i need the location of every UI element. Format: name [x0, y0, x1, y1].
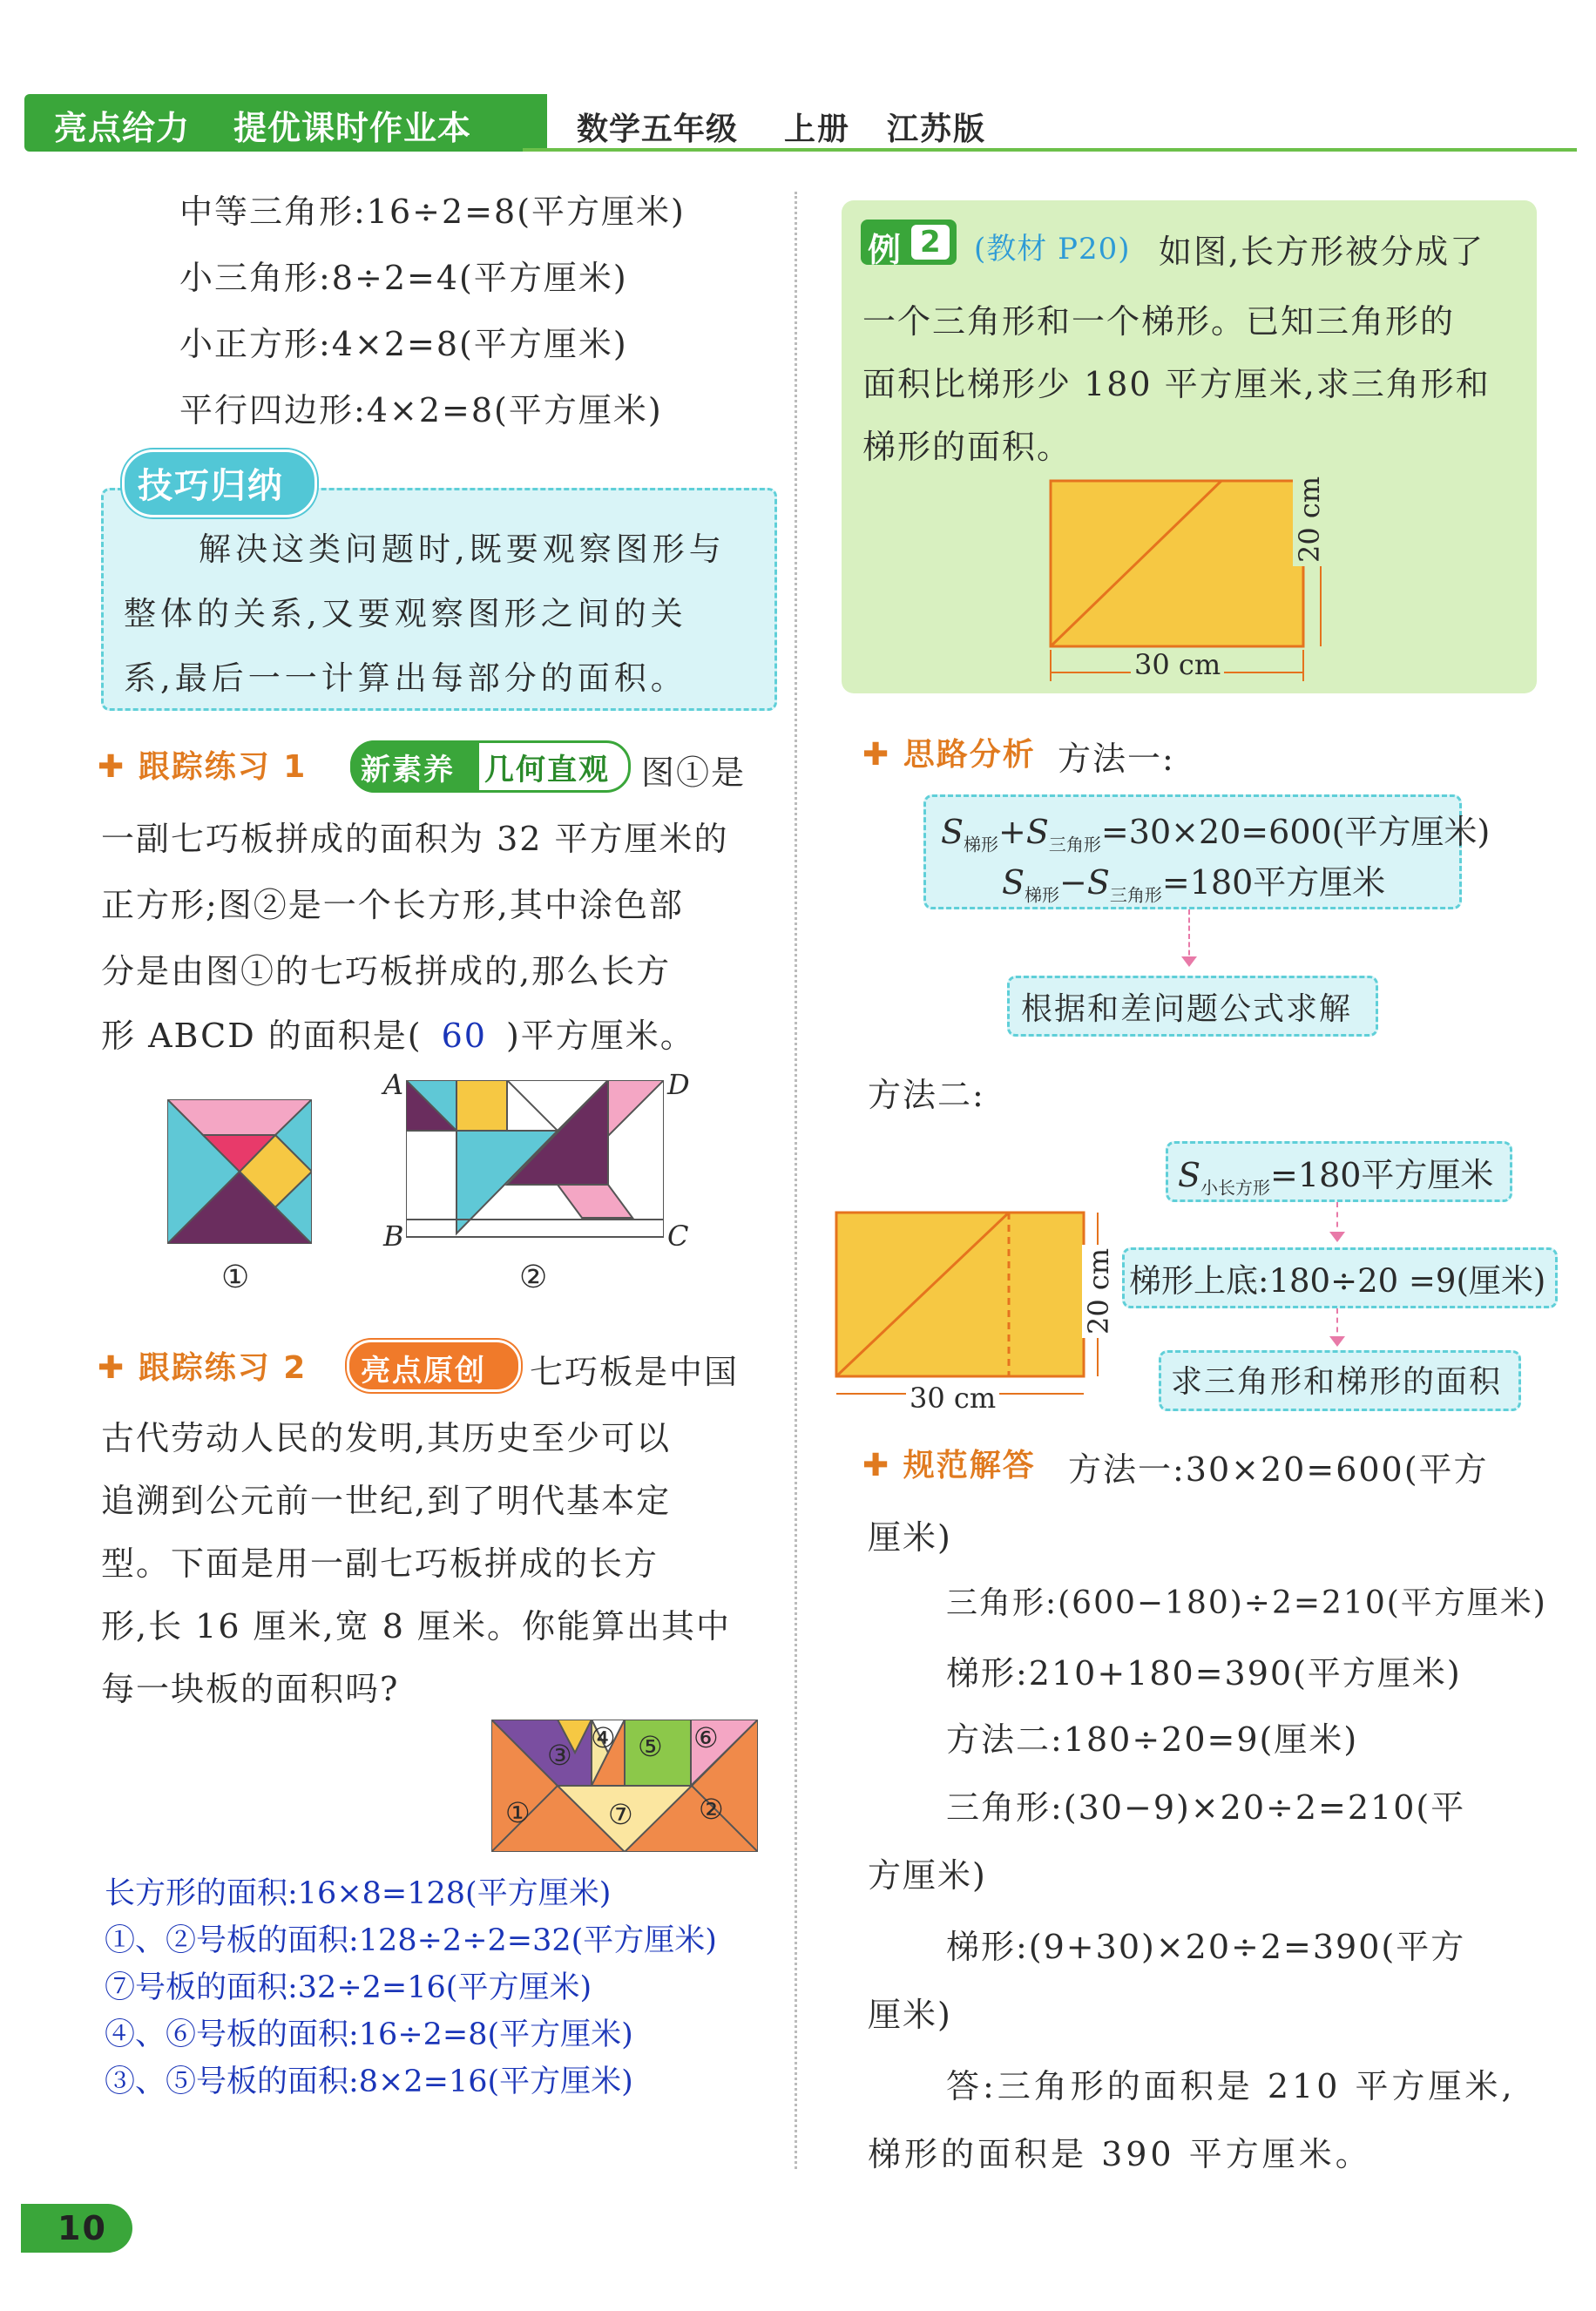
eq1-sub1: 梯形 — [964, 834, 999, 855]
solution-line-11: 梯形的面积是 390 平方厘米。 — [868, 2135, 1372, 2173]
ex1-tag-a: 新素养 — [361, 753, 455, 787]
ex2-line-3: 追溯到公元前一世纪,到了明代基本定 — [101, 1482, 672, 1520]
solution-line-8: 梯形:(9+30)×20÷2=390(平方 — [946, 1928, 1466, 1966]
example-line-4: 梯形的面积。 — [862, 428, 1072, 466]
tip-title: 技巧归纳 — [138, 466, 284, 506]
ex2-line-5: 形,长 16 厘米,宽 8 厘米。你能算出其中 — [101, 1607, 732, 1645]
eq1-rest: =30×20=600(平方厘米) — [1100, 813, 1491, 851]
example-badge-char: 例 — [868, 231, 903, 269]
corner-b-label: B — [383, 1220, 406, 1253]
example-badge-num: 2 — [920, 225, 943, 260]
solution-plus-icon: ✚ — [862, 1448, 903, 1483]
ex2-answer-1: 长方形的面积:16×8=128(平方厘米) — [105, 1876, 612, 1911]
tip-line-2: 整体的关系,又要观察图形之间的关 — [124, 595, 687, 632]
ex1-line-2: 一副七巧板拼成的面积为 32 平方厘米的 — [101, 820, 729, 858]
example-line-2: 一个三角形和一个梯形。已知三角形的 — [862, 302, 1456, 341]
tip-line-3: 系,最后一一计算出每部分的面积。 — [124, 659, 687, 697]
header-band-arrow — [488, 94, 523, 152]
ex2-tag-text: 亮点原创 — [361, 1354, 486, 1389]
ex1-tag-b: 几何直观 — [484, 753, 610, 787]
ex2-answer-5: ③、⑤号板的面积:8×2=16(平方厘米) — [105, 2064, 633, 2099]
analysis-label — [862, 730, 1036, 774]
area-line-2: 小三角形:8÷2=4(平方厘米) — [179, 259, 628, 297]
method2-dim-w: 30 cm — [906, 1382, 999, 1415]
eq2-sub1: 梯形 — [1025, 884, 1060, 906]
eq2-s: S — [1002, 863, 1025, 902]
flow-arrowhead-1 — [1181, 956, 1197, 967]
ex1-line-1: 图①是 — [641, 753, 747, 792]
ex1-figure-2 — [406, 1080, 664, 1246]
ex2-line-4: 型。下面是用一副七巧板拼成的长方 — [101, 1544, 659, 1583]
piece-label-2: ② — [699, 1793, 726, 1826]
tangram-piece — [456, 1080, 507, 1131]
tip-line-1: 解决这类问题时,既要观察图形与 — [199, 530, 726, 568]
corner-a-label: A — [383, 1068, 406, 1101]
corner-c-label: C — [667, 1220, 691, 1253]
ex2-answer-3: ⑦号板的面积:32÷2=16(平方厘米) — [105, 1970, 592, 2005]
example-line-3: 面积比梯形少 180 平方厘米,求三角形和 — [862, 365, 1491, 403]
method2-step-3: 求三角形和梯形的面积 — [1171, 1364, 1503, 1400]
method2-eq — [1178, 1148, 1493, 1199]
ex2-label — [98, 1343, 307, 1388]
method2-figure — [831, 1209, 1110, 1409]
flow-arrow-1 — [1188, 909, 1190, 963]
ex1-fig2-caption: ② — [519, 1260, 550, 1295]
ex1-label-text: 跟踪练习 1 — [138, 749, 308, 785]
solution-line-5: 方法二:180÷20=9(厘米) — [946, 1720, 1359, 1759]
solution-line-6: 三角形:(30−9)×20÷2=210(平 — [946, 1788, 1466, 1827]
flow-arrowhead-3 — [1329, 1336, 1345, 1347]
analysis-plus-icon: ✚ — [862, 737, 903, 773]
ex1-line-4: 分是由图①的七巧板拼成的,那么长方 — [101, 952, 672, 990]
m2-sub: 小长方形 — [1200, 1177, 1271, 1199]
corner-d-label: D — [667, 1068, 692, 1101]
area-line-3: 小正方形:4×2=8(平方厘米) — [179, 325, 628, 363]
eq2-rest: =180平方厘米 — [1161, 863, 1386, 902]
analysis-label-text: 思路分析 — [903, 737, 1036, 773]
m2-s: S — [1178, 1156, 1201, 1194]
piece-label-4: ④ — [591, 1721, 618, 1754]
solution-line-1: 方法一:30×20=600(平方 — [1068, 1450, 1489, 1489]
ex1-line-5 — [101, 1009, 695, 1057]
solution-label-text: 规范解答 — [903, 1448, 1036, 1483]
example-dim-w: 30 cm — [1131, 648, 1224, 681]
ex1-label — [98, 742, 307, 787]
method2-rectangle — [836, 1213, 1084, 1376]
example-line-1: 如图,长方形被分成了 — [1159, 233, 1485, 271]
eq2-sub2: 三角形 — [1109, 884, 1162, 906]
ex2-plus-icon: ✚ — [98, 1350, 139, 1386]
piece-label-6: ⑥ — [693, 1721, 720, 1754]
solution-line-9: 厘米) — [868, 1996, 952, 2034]
area-line-4: 平行四边形:4×2=8(平方厘米) — [179, 391, 663, 429]
ex1-line-5-post: )平方厘米。 — [505, 1017, 695, 1055]
method2-label: 方法二: — [868, 1076, 985, 1114]
ex2-label-text: 跟踪练习 2 — [138, 1350, 308, 1386]
header-volume: 上册 — [784, 111, 851, 147]
column-divider — [795, 192, 797, 2169]
ex2-line-1: 七巧板是中国 — [530, 1353, 740, 1391]
piece-label-5: ⑤ — [638, 1730, 665, 1763]
eq1-plus-s: +S — [998, 813, 1049, 851]
method1-eq1 — [941, 805, 1490, 856]
example-dim-h: 20 cm — [1293, 473, 1326, 566]
solution-line-2: 厘米) — [868, 1518, 952, 1557]
area-line-1: 中等三角形:16÷2=8(平方厘米) — [179, 193, 686, 231]
piece-label-7: ⑦ — [608, 1798, 635, 1831]
piece-label-1: ① — [505, 1796, 532, 1829]
header-brand: 亮点给力 — [54, 109, 191, 147]
ex2-line-6: 每一块板的面积吗? — [101, 1670, 400, 1708]
solution-line-4: 梯形:210+180=390(平方厘米) — [946, 1654, 1462, 1693]
ex1-line-3: 正方形;图②是一个长方形,其中涂色部 — [101, 886, 684, 924]
piece-label-3: ③ — [547, 1739, 574, 1772]
ex1-plus-icon: ✚ — [98, 749, 139, 785]
eq1-s: S — [941, 813, 964, 851]
ex1-figure-1 — [167, 1099, 312, 1244]
method2-step-2: 梯形上底:180÷20 =9(厘米) — [1129, 1262, 1546, 1300]
method2-dim-h: 20 cm — [1082, 1245, 1115, 1338]
solution-line-7: 方厘米) — [868, 1856, 987, 1895]
ex1-answer: 60 — [441, 1017, 487, 1055]
header-edition: 江苏版 — [887, 111, 987, 147]
solution-line-3: 三角形:(600−180)÷2=210(平方厘米) — [946, 1585, 1547, 1621]
solution-label — [862, 1441, 1036, 1485]
eq2-minus-s: −S — [1059, 863, 1110, 902]
example-ref: (教材 P20) — [974, 232, 1131, 267]
header-series: 提优课时作业本 — [233, 109, 472, 147]
ex2-answer-2: ①、②号板的面积:128÷2÷2=32(平方厘米) — [105, 1923, 717, 1958]
example-rectangle — [1051, 481, 1303, 646]
method1-label: 方法一: — [1058, 740, 1175, 778]
ex1-fig1-caption: ① — [221, 1260, 252, 1295]
method1-step: 根据和差问题公式求解 — [1021, 991, 1353, 1027]
header-subject: 数学五年级 — [577, 111, 739, 147]
solution-line-10: 答:三角形的面积是 210 平方厘米, — [946, 2067, 1516, 2105]
page-number: 10 — [57, 2209, 107, 2247]
ex2-answer-4: ④、⑥号板的面积:16÷2=8(平方厘米) — [105, 2017, 633, 2052]
m2-rest: =180平方厘米 — [1270, 1156, 1494, 1194]
flow-arrowhead-2 — [1329, 1232, 1345, 1242]
ex1-line-5-pre: 形 ABCD 的面积是( — [101, 1017, 423, 1055]
method1-eq2 — [1002, 855, 1385, 907]
ex2-line-2: 古代劳动人民的发明,其历史至少可以 — [101, 1419, 672, 1457]
eq1-sub2: 三角形 — [1048, 834, 1101, 855]
